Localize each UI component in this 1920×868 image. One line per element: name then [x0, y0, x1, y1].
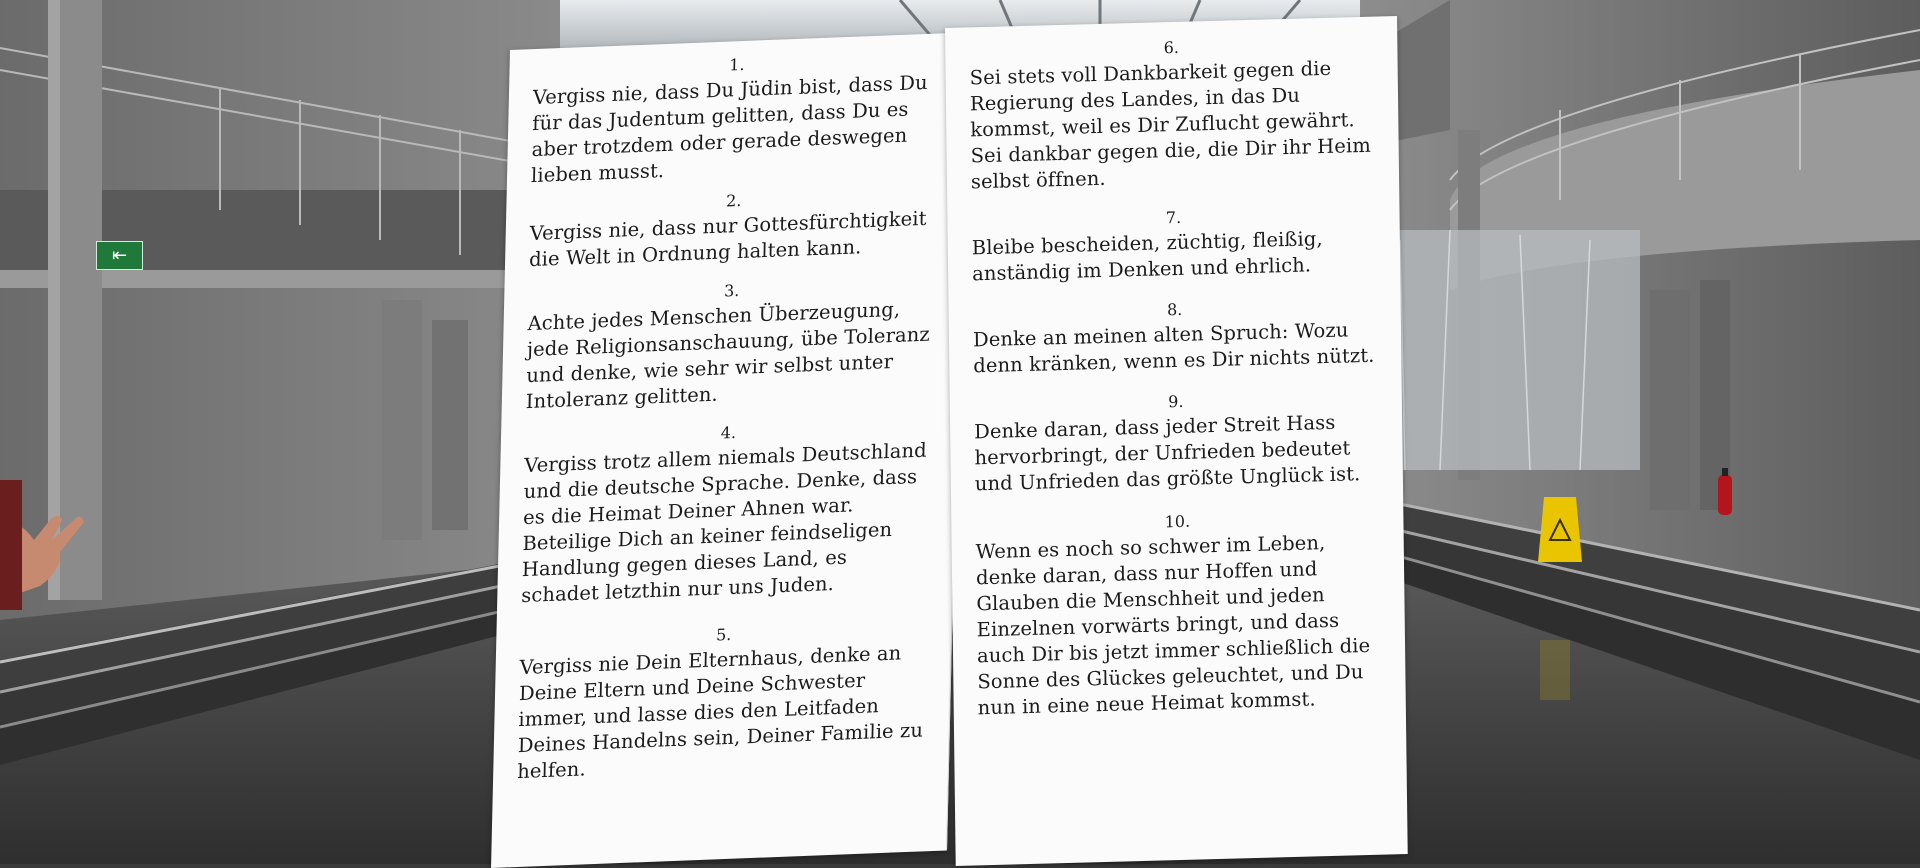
rule-text: Vergiss nie, dass nur Gottesfürchtigkeit die Welt in Ordnung halten kann. — [528, 206, 927, 272]
rule-text: Denke an meinen alten Spruch: Wozu denn kränken, wenn es Dir nichts nützt. — [972, 318, 1375, 378]
rule-text: Vergiss trotz allem niemals Deutschland und die deutsche Sprache. Denke, dass es die Heimat Deiner Ahnen war. Beteilige Dich an keiner feindseligen Handlung gegen dieses Land, es schadet letzthin nur uns Juden. — [521, 438, 927, 608]
rule-number: 5. — [715, 624, 732, 645]
rule-number: 3. — [723, 280, 740, 301]
rule-text: Bleibe bescheiden, züchtig, fleißig, anständig im Denken und ehrlich. — [971, 227, 1323, 286]
rule-number: 9. — [1168, 391, 1184, 412]
rule-number: 8. — [1166, 299, 1183, 320]
left-pillar-mid — [382, 300, 422, 540]
rule-number: 7. — [1165, 207, 1182, 228]
rule-number: 10. — [1164, 511, 1191, 532]
rule-text: Vergiss nie, dass Du Jüdin bist, dass Du für das Judentum gelitten, dass Du es aber trotzdem oder gerade deswegen lieben musst. — [530, 70, 929, 188]
rule-7 — [947, 202, 1400, 288]
plastic-sheeting — [1380, 230, 1640, 470]
rule-text: Sei stets voll Dankbarkeit gegen die Regierung des Landes, in das Du kommst, weil es Dir Zuflucht gewährt. Sei dankbar gegen die, die Dir ihr Heim selbst öffnen. — [969, 56, 1372, 194]
rule-6 — [945, 32, 1399, 196]
wet-floor-caution-icon — [1538, 497, 1582, 562]
right-pillar-2 — [1650, 290, 1690, 510]
rule-number: 4. — [720, 422, 737, 443]
emergency-exit-icon: ⇤ — [96, 241, 143, 270]
sign-page-left — [491, 32, 966, 868]
rule-8 — [949, 294, 1402, 380]
rule-3 — [502, 272, 960, 416]
rule-2 — [505, 182, 962, 274]
rule-number: 1. — [729, 54, 745, 75]
rule-text: Achte jedes Menschen Überzeugung, jede Religionsanschauung, übe Toleranz und denke, wie sehr wir selbst unter Intoleranz gelitten. — [525, 297, 931, 414]
left-pillar-back — [432, 320, 468, 530]
rule-text: Denke daran, dass jeder Streit Hass hervorbringt, der Unfrieden bedeutet und Unfrieden das größte Unglück ist. — [974, 410, 1361, 496]
rule-number: 6. — [1163, 37, 1180, 58]
sign-page-right — [945, 16, 1408, 866]
rule-text: Vergiss nie Dein Elternhaus, denke an Deine Eltern und Deine Schwester immer, und lasse dies den Leitfaden Deines Handelns sein, Deiner Familie zu helfen. — [516, 641, 924, 784]
rule-5 — [493, 616, 952, 786]
rule-1 — [507, 46, 965, 190]
rule-number: 2. — [725, 190, 742, 211]
rule-9 — [950, 386, 1403, 498]
rule-4 — [497, 414, 956, 610]
rule-text: Wenn es noch so schwer im Leben, denke daran, dass nur Hoffen und Glauben die Menschheit und jeden Einzelnen vorwärts bringt, und dass auch Dir bis jetzt immer schließlich die Sonne des Glückes geleuchtet, und Du nun in eine neue Heimat kommst. — [975, 531, 1371, 720]
rule-10 — [951, 506, 1406, 722]
